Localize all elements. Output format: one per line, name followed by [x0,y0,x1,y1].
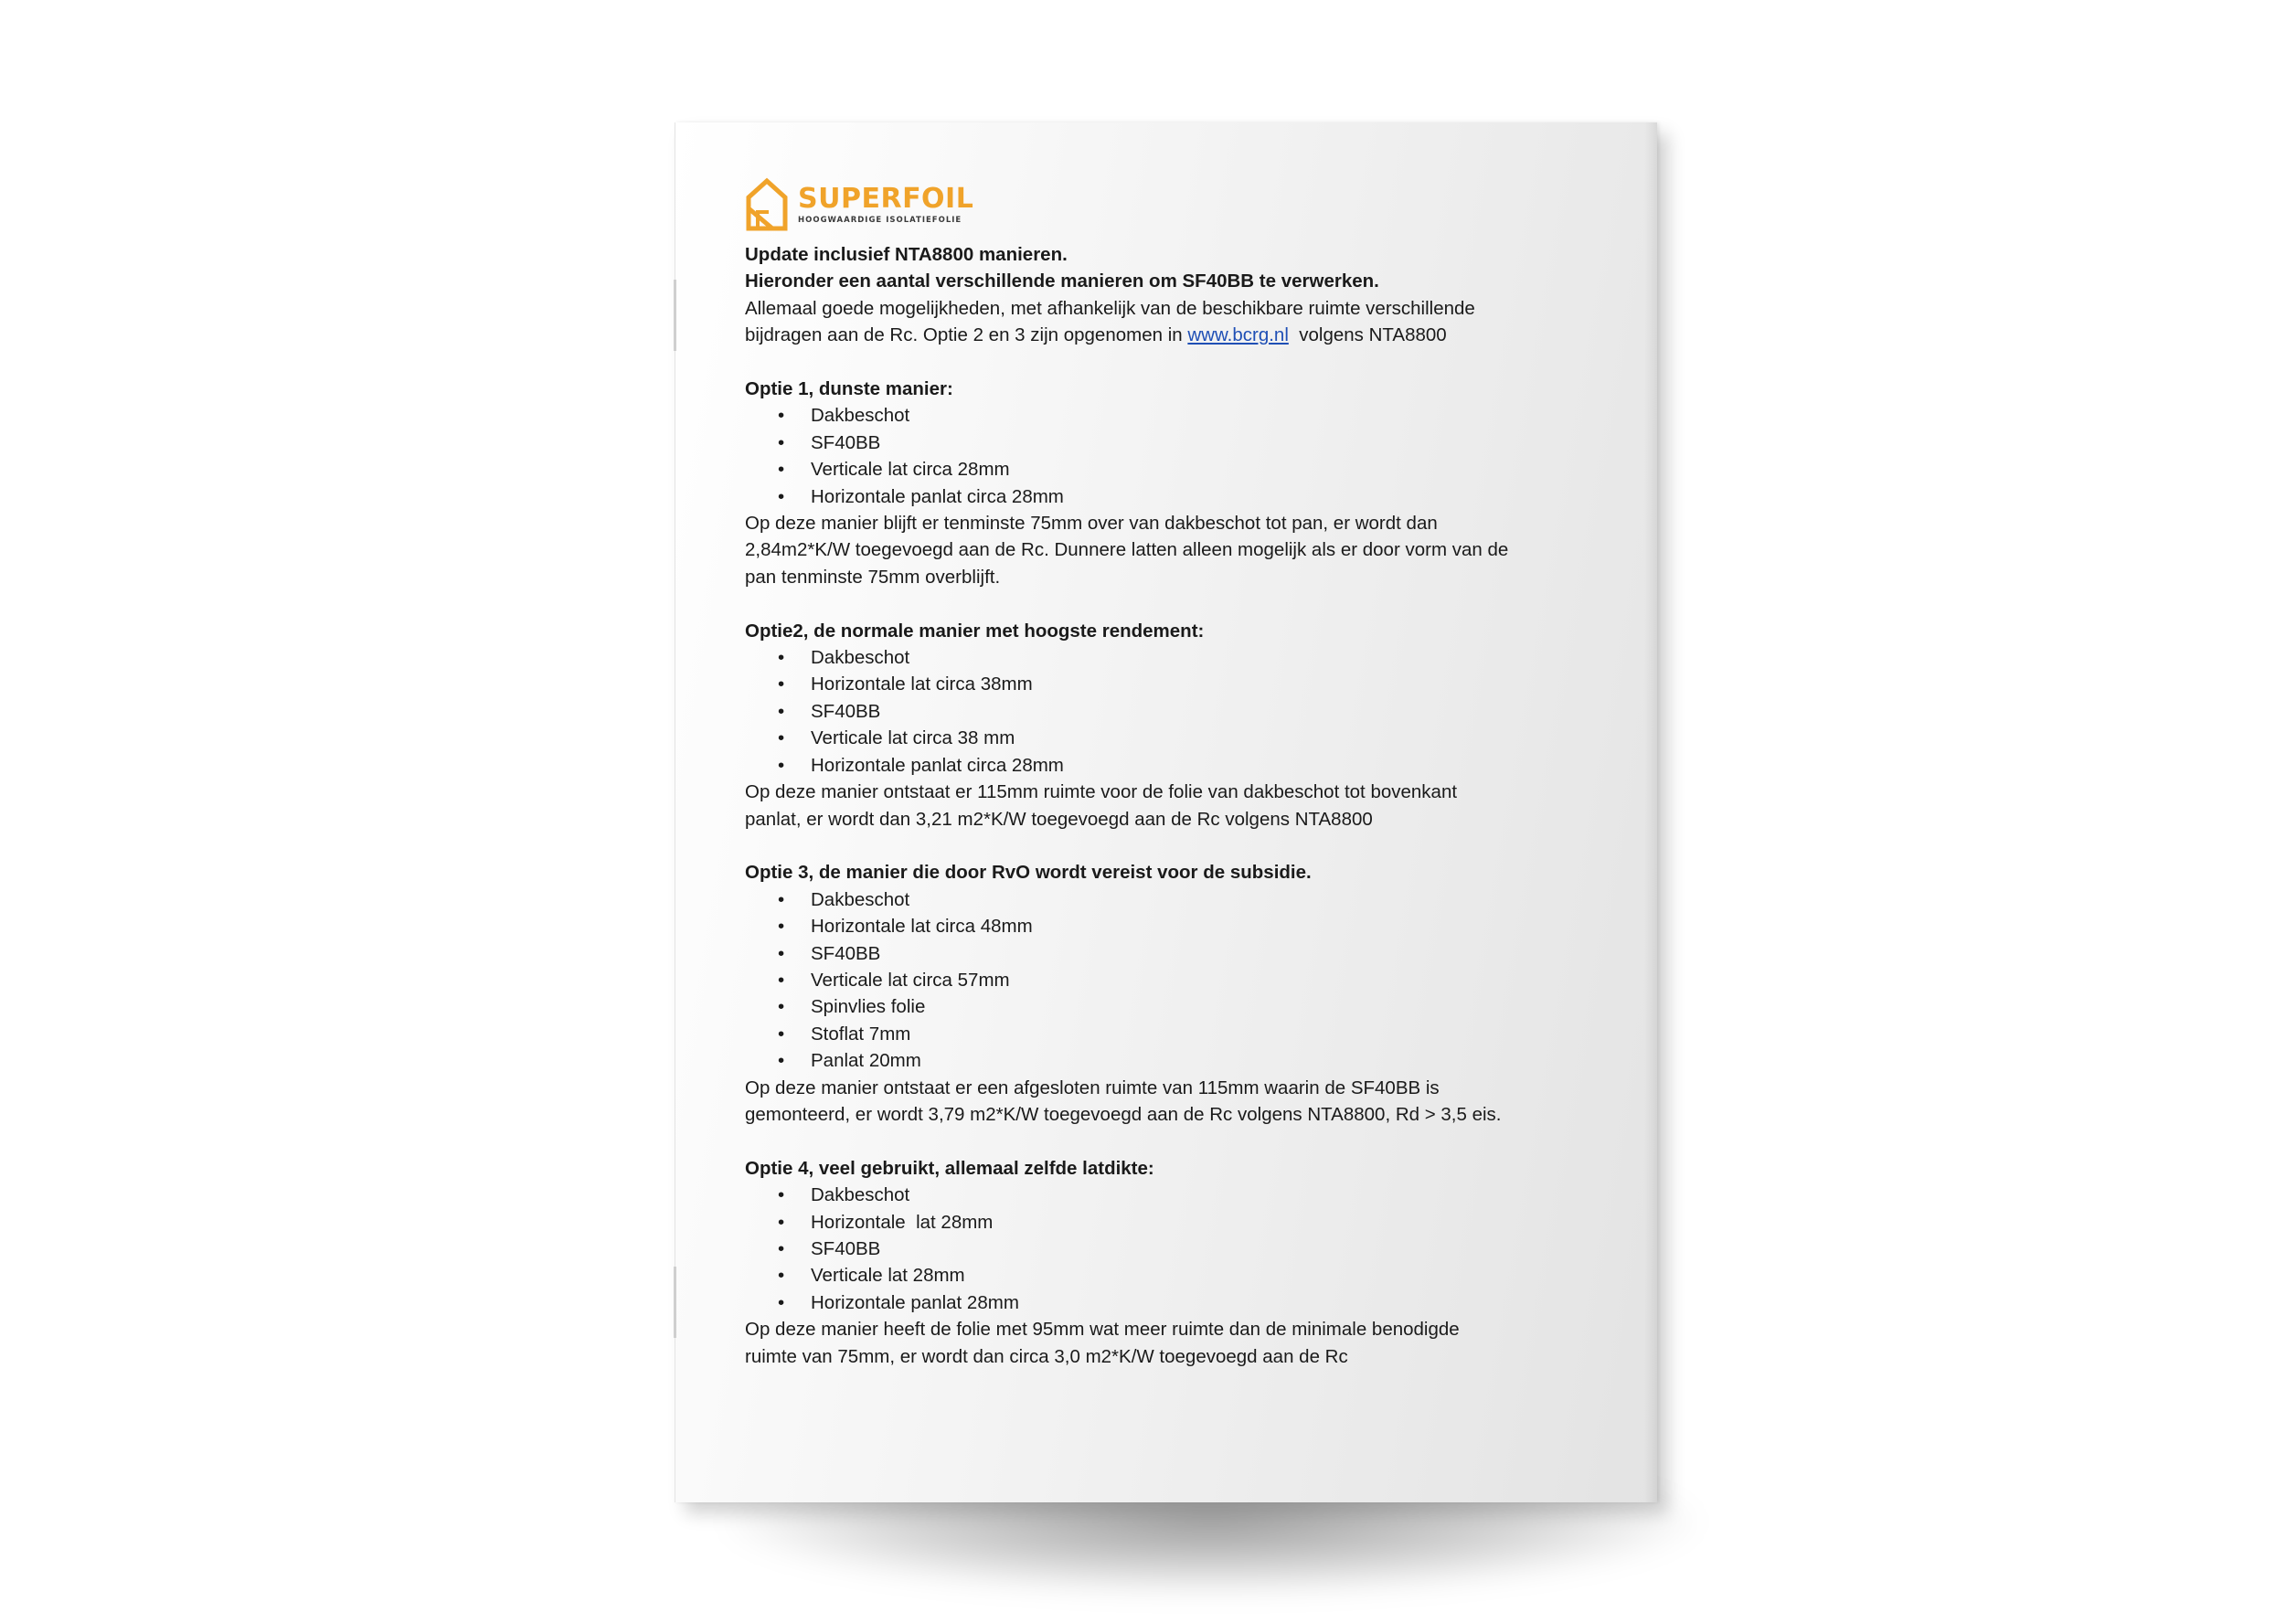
option-3-text-line: gemonteerd, er wordt 3,79 m2*K/W toegevoegd aan de Rc volgens NTA8800, Rd > 3,5 eis. [745,1103,1502,1125]
list-item: • Horizontale lat 28mm [745,1209,1613,1236]
logo-brand-part1: SUPER [798,183,903,215]
list-item: • Verticale lat 28mm [745,1262,1613,1289]
logo-brand-part2: FOIL [902,183,974,215]
option-3-text-line: Op deze manier ontstaat er een afgesloten ruimte van 115mm waarin de SF40BB is [745,1077,1440,1098]
option-4-text-line: Op deze manier heeft de folie met 95mm wat meer ruimte dan de minimale benodigde [745,1319,1460,1341]
intro-line-2-suffix: volgens NTA8800 [1288,324,1447,346]
option-2-title: Optie2, de normale manier met hoogste rendement: [745,620,1205,642]
document-page [675,122,1657,1502]
option-4-list [745,1182,1613,1316]
spacer [745,1128,1613,1154]
list-item: • Stoflat 7mm [745,1021,1613,1047]
list-item: • Verticale lat circa 38 mm [745,725,1613,751]
intro-line-2-text: bijdragen aan de Rc. Optie 2 en 3 zijn opgenomen in [745,324,1188,346]
document-body [745,241,1613,1370]
heading-intro: Hieronder een aantal verschillende manieren om SF40BB te verwerken. [745,270,1379,292]
list-item: • Verticale lat circa 28mm [745,456,1613,483]
spacer [745,349,1613,376]
list-item: • SF40BB [745,430,1613,456]
list-item: • Horizontale panlat circa 28mm [745,752,1613,779]
option-4-text-line: ruimte van 75mm, er wordt dan circa 3,0 m2*K/W toegevoegd aan de Rc [745,1345,1348,1367]
list-item: • Verticale lat circa 57mm [745,967,1613,993]
option-3-list [745,886,1613,1075]
option-2-text-line: panlat, er wordt dan 3,21 m2*K/W toegevoegd aan de Rc volgens NTA8800 [745,808,1373,830]
list-item: • Horizontale panlat 28mm [745,1289,1613,1316]
superfoil-logo [745,177,973,232]
option-1-list [745,402,1613,510]
option-2-list [745,644,1613,779]
list-item: • Dakbeschot [745,1182,1613,1208]
logo-tagline: HOOGWAARDIGE ISOLATIEFOLIE [798,216,962,225]
binding-mark-top [674,280,676,351]
logo-text [798,185,973,225]
list-item: • SF40BB [745,1236,1613,1262]
heading-update: Update inclusief NTA8800 manieren. [745,244,1068,265]
list-item: • SF40BB [745,698,1613,725]
list-item: • Dakbeschot [745,402,1613,429]
bcrg-link[interactable]: www.bcrg.nl [1187,324,1289,346]
house-outline-icon [745,177,789,232]
intro-line-1: Allemaal goede mogelijkheden, met afhankelijk van de beschikbare ruimte verschillende [745,297,1475,319]
list-item: • SF40BB [745,940,1613,967]
option-1-text-line: 2,84m2*K/W toegevoegd aan de Rc. Dunnere latten alleen mogelijk als er door vorm van de [745,539,1509,561]
list-item: • Horizontale lat circa 38mm [745,671,1613,697]
option-2-text-line: Op deze manier ontstaat er 115mm ruimte voor de folie van dakbeschot tot bovenkant [745,781,1458,803]
spacer [745,833,1613,859]
list-item: • Dakbeschot [745,644,1613,671]
intro-line-2 [745,322,1613,348]
spacer [745,590,1613,617]
logo-wordmark [798,185,973,214]
option-1-text-line: Op deze manier blijft er tenminste 75mm over van dakbeschot tot pan, er wordt dan [745,513,1438,535]
option-1-title: Optie 1, dunste manier: [745,378,953,400]
list-item: • Panlat 20mm [745,1047,1613,1074]
option-3-title: Optie 3, de manier die door RvO wordt vereist voor de subsidie. [745,862,1312,884]
binding-mark-bottom [674,1267,676,1338]
list-item: • Horizontale panlat circa 28mm [745,483,1613,510]
option-1-text-line: pan tenminste 75mm overblijft. [745,566,1001,588]
list-item: • Dakbeschot [745,886,1613,913]
option-4-title: Optie 4, veel gebruikt, allemaal zelfde latdikte: [745,1157,1154,1179]
list-item: • Horizontale lat circa 48mm [745,913,1613,939]
list-item: • Spinvlies folie [745,993,1613,1020]
